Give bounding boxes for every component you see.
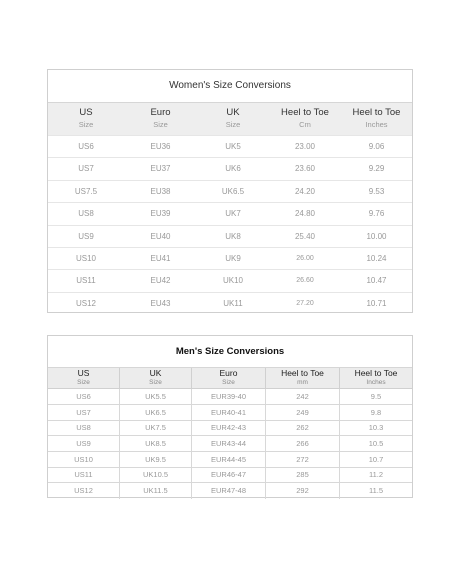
table-row [48, 483, 412, 499]
table-cell: US11 [48, 467, 120, 483]
table-cell: 25.40 [269, 225, 341, 248]
table-cell: EUR42-43 [192, 420, 266, 436]
table-cell: EUR46-47 [192, 467, 266, 483]
table-cell: UK5 [197, 135, 269, 158]
table-cell: 249 [266, 405, 340, 421]
table-cell: US10 [48, 247, 124, 270]
column-header-label: UK [149, 368, 162, 378]
women-table-title: Women's Size Conversions [48, 70, 412, 103]
table-cell: UK10 [197, 269, 269, 292]
table-cell: 10.7 [340, 452, 412, 468]
table-row [48, 135, 412, 157]
table-cell: 10.47 [341, 269, 412, 292]
table-cell: 262 [266, 420, 340, 436]
table-cell: 23.00 [269, 135, 341, 158]
column-header-label: Heel to Toe [354, 368, 398, 378]
column-header-unit: Size [149, 379, 162, 386]
men-size-table [47, 335, 413, 498]
column-header-label: Heel to Toe [281, 368, 324, 378]
table-row [48, 225, 412, 247]
table-cell: EU36 [124, 135, 197, 158]
column-header [192, 368, 266, 388]
column-header-label: Heel to Toe [352, 107, 401, 118]
table-row [48, 292, 412, 314]
table-cell: 26.60 [269, 269, 341, 292]
table-cell: 11.2 [340, 467, 412, 483]
column-header-unit: Size [153, 120, 168, 129]
women-table-body [48, 135, 412, 314]
women-size-table [47, 69, 413, 313]
table-cell: 27.20 [269, 292, 341, 315]
table-cell: US12 [48, 483, 120, 499]
table-cell: 272 [266, 452, 340, 468]
column-header [266, 368, 340, 388]
women-table-header [48, 103, 412, 135]
table-cell: 10.5 [340, 436, 412, 452]
table-cell: UK8.5 [120, 436, 192, 452]
column-header-unit: Size [225, 120, 241, 129]
table-cell: US6 [48, 389, 120, 405]
column-header-label: Euro [219, 368, 238, 378]
column-header-label: Heel to Toe [281, 107, 329, 118]
table-row [48, 202, 412, 224]
column-header [269, 103, 341, 135]
column-header [340, 368, 412, 388]
table-cell: 24.80 [269, 202, 341, 225]
table-cell: 266 [266, 436, 340, 452]
table-row [48, 157, 412, 179]
column-header [341, 103, 412, 135]
table-cell: UK10.5 [120, 467, 192, 483]
table-cell: 9.76 [341, 202, 412, 225]
table-cell: 26.00 [269, 247, 341, 270]
table-row [48, 452, 412, 468]
table-cell: 10.24 [341, 247, 412, 270]
column-header-label: US [77, 368, 90, 378]
table-cell: EUR40-41 [192, 405, 266, 421]
table-row [48, 180, 412, 202]
column-header [48, 368, 120, 388]
table-cell: US6 [48, 135, 124, 158]
column-header [120, 368, 192, 388]
table-cell: US11 [48, 269, 124, 292]
men-table-body [48, 389, 412, 499]
column-header-unit: Size [78, 120, 94, 129]
column-header-unit: Inches [365, 120, 388, 129]
table-cell: 285 [266, 467, 340, 483]
column-header [197, 103, 269, 135]
table-cell: US9 [48, 225, 124, 248]
table-cell: EUR43-44 [192, 436, 266, 452]
table-cell: EU43 [124, 292, 197, 315]
table-cell: US7.5 [48, 180, 124, 203]
table-cell: UK9 [197, 247, 269, 270]
table-cell: US7 [48, 405, 120, 421]
table-row [48, 389, 412, 405]
column-header-unit: Size [222, 379, 235, 386]
table-cell: US8 [48, 420, 120, 436]
table-cell: US7 [48, 157, 124, 180]
table-cell: UK11 [197, 292, 269, 315]
table-row [48, 405, 412, 421]
column-header-label: US [79, 107, 93, 118]
table-cell: UK6.5 [197, 180, 269, 203]
column-header-unit: Cm [299, 120, 311, 129]
table-cell: EU42 [124, 269, 197, 292]
column-header-unit: Inches [366, 379, 386, 386]
table-cell: EU41 [124, 247, 197, 270]
table-cell: EU40 [124, 225, 197, 248]
table-cell: 9.53 [341, 180, 412, 203]
table-row [48, 467, 412, 483]
column-header-unit: Size [77, 379, 90, 386]
table-cell: 24.20 [269, 180, 341, 203]
table-cell: EUR47-48 [192, 483, 266, 499]
column-header-label: Euro [150, 107, 171, 118]
table-cell: UK5.5 [120, 389, 192, 405]
table-cell: 9.8 [340, 405, 412, 421]
table-cell: 10.71 [341, 292, 412, 315]
table-row [48, 269, 412, 291]
table-cell: 23.60 [269, 157, 341, 180]
table-cell: EU39 [124, 202, 197, 225]
column-header-unit: mm [297, 379, 308, 386]
table-cell: UK6.5 [120, 405, 192, 421]
table-cell: UK6 [197, 157, 269, 180]
table-row [48, 420, 412, 436]
column-header-label: UK [226, 107, 240, 118]
table-cell: US12 [48, 292, 124, 315]
table-cell: UK9.5 [120, 452, 192, 468]
table-cell: US8 [48, 202, 124, 225]
table-cell: UK8 [197, 225, 269, 248]
column-header [48, 103, 124, 135]
table-cell: US9 [48, 436, 120, 452]
table-cell: UK7 [197, 202, 269, 225]
table-cell: UK7.5 [120, 420, 192, 436]
table-cell: US10 [48, 452, 120, 468]
table-row [48, 436, 412, 452]
table-cell: EU37 [124, 157, 197, 180]
table-cell: 9.29 [341, 157, 412, 180]
table-cell: 9.06 [341, 135, 412, 158]
table-cell: 10.3 [340, 420, 412, 436]
table-cell: EUR44-45 [192, 452, 266, 468]
table-row [48, 247, 412, 269]
table-cell: EU38 [124, 180, 197, 203]
table-cell: 10.00 [341, 225, 412, 248]
table-cell: 11.5 [368, 486, 384, 496]
table-cell: EUR39-40 [192, 389, 266, 405]
column-header [124, 103, 197, 135]
men-table-title: Men's Size Conversions [48, 336, 412, 368]
men-table-header [48, 368, 412, 389]
table-cell: 242 [266, 389, 340, 405]
table-cell: UK11.5 [120, 483, 192, 499]
table-cell: 292 [266, 483, 340, 499]
table-cell: 9.5 [340, 389, 412, 405]
